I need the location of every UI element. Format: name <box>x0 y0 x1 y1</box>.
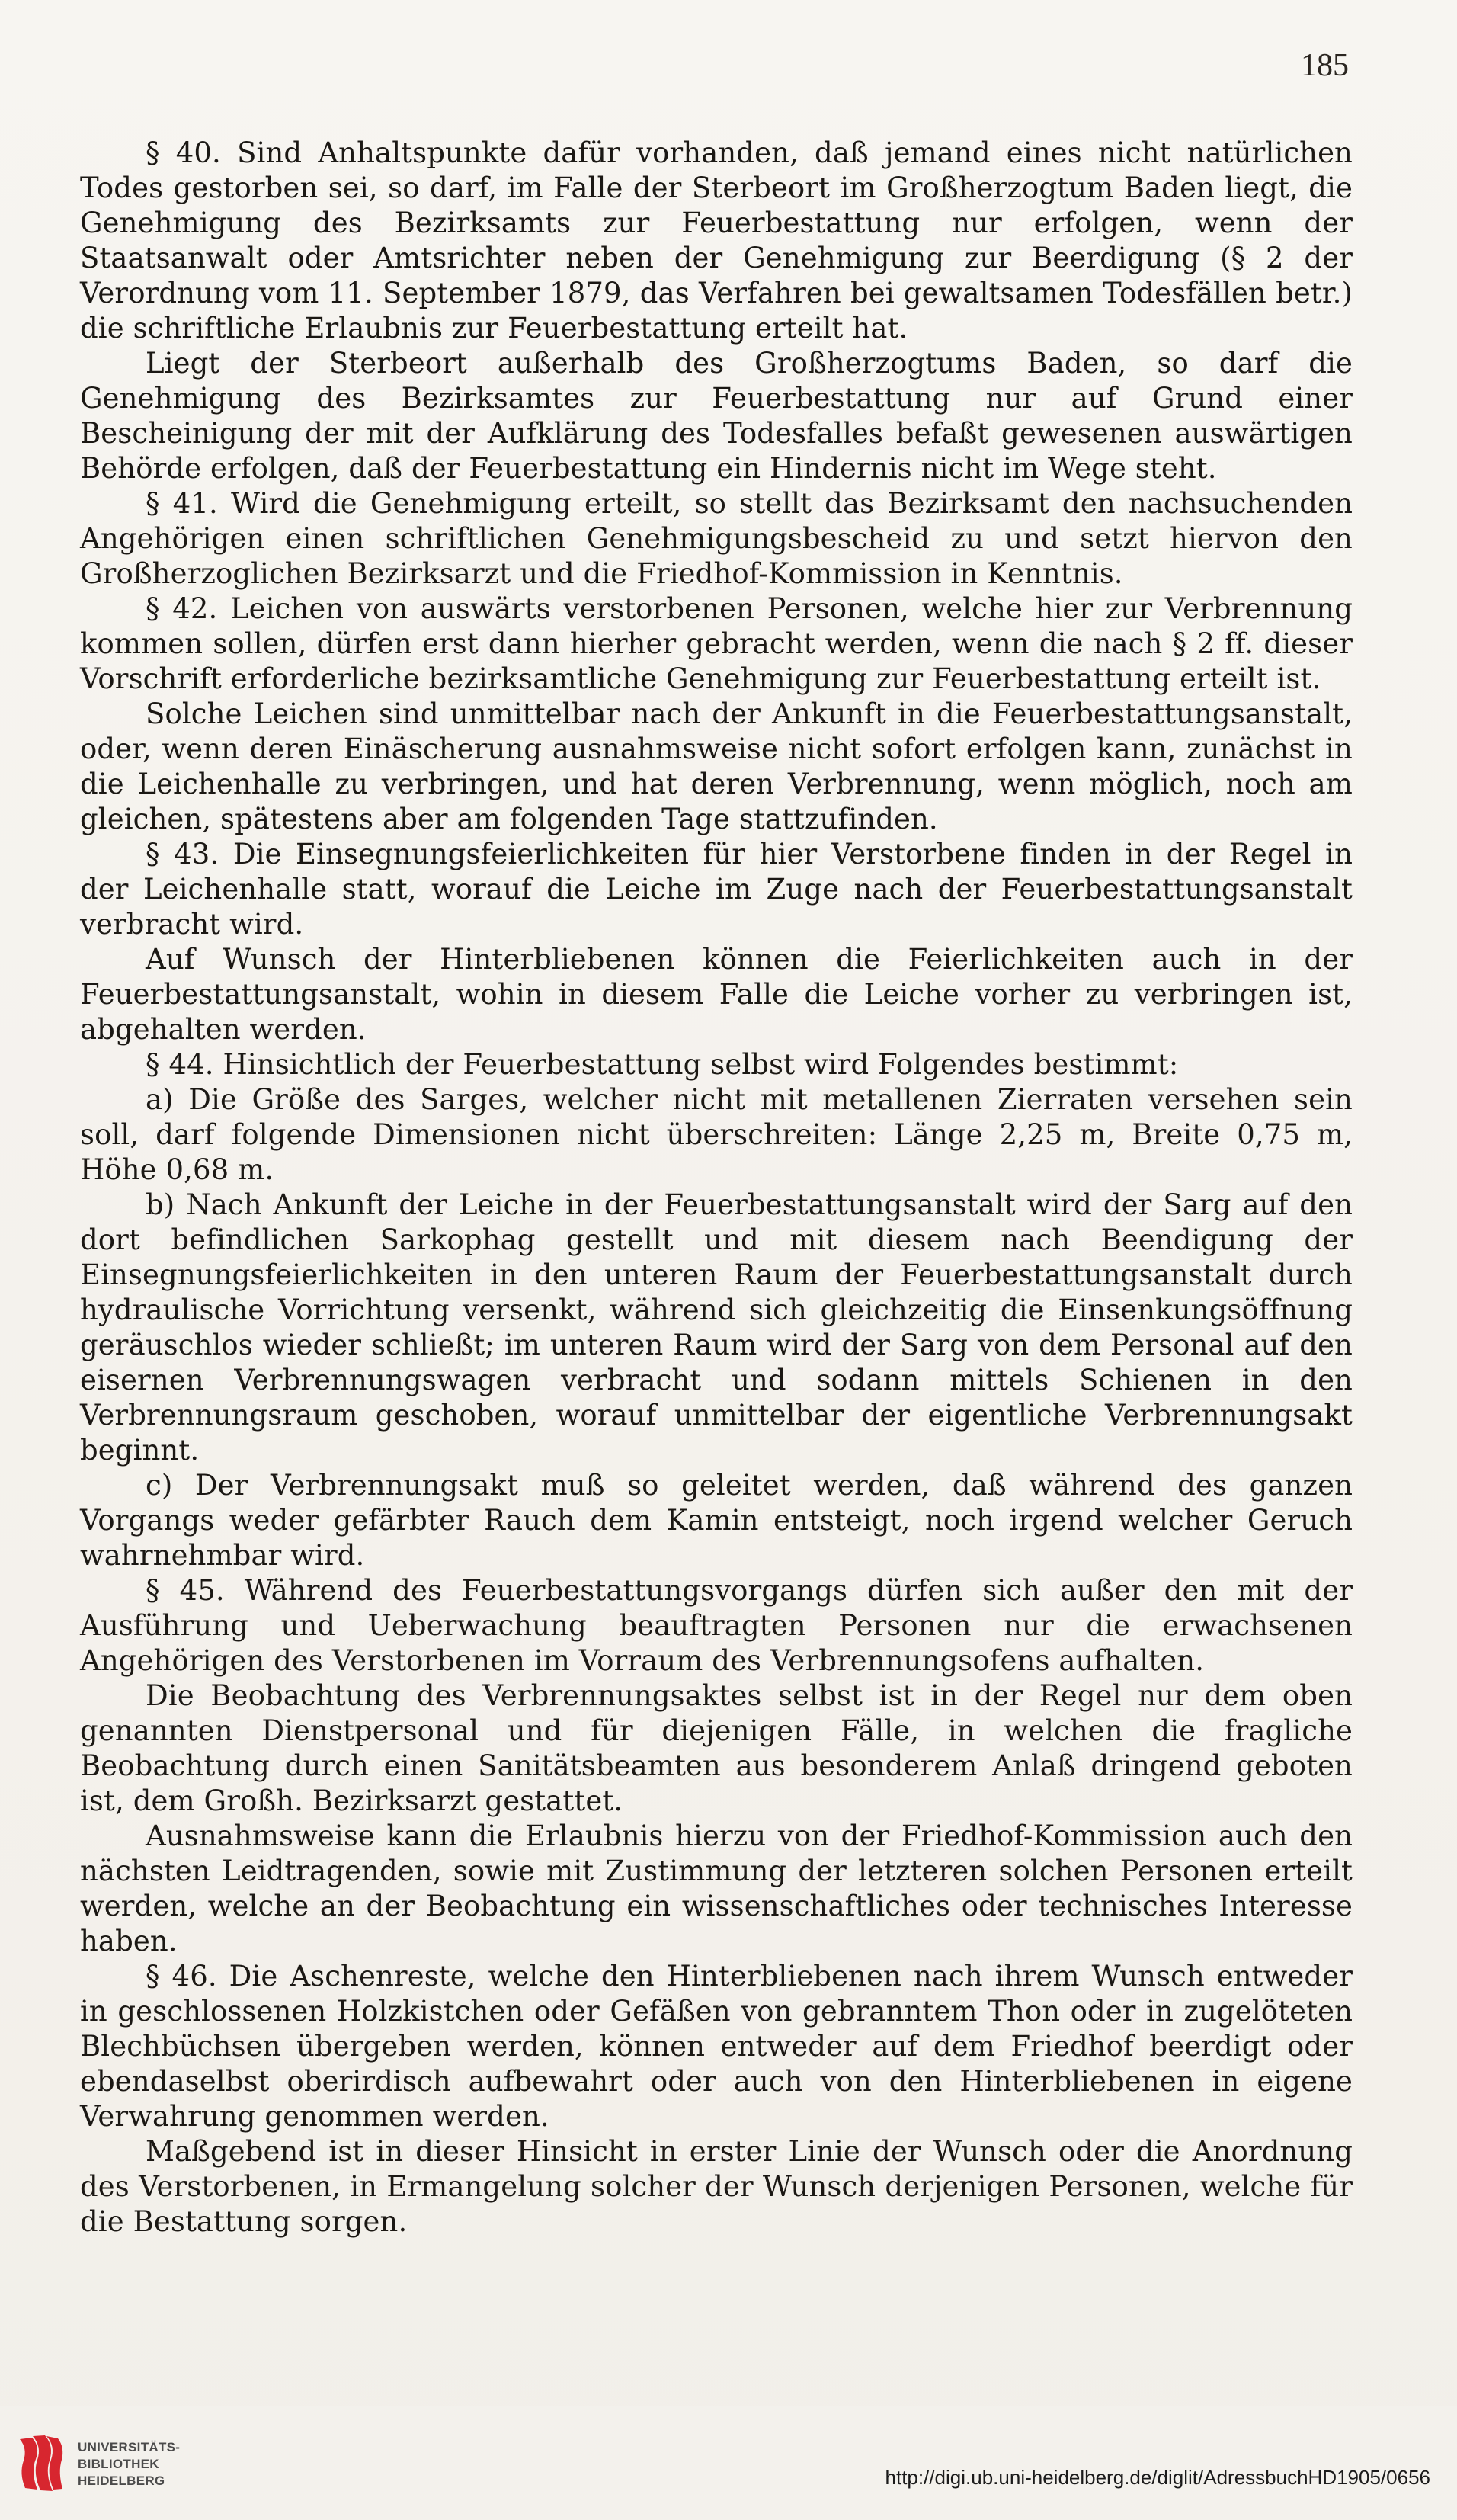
paragraph-40: § 40. Sind Anhaltspunkte dafür vorhanden, daß jemand eines nicht natürlichen Todes gestorben sei, so darf, im Falle der Sterbeort im Großherzogtum Baden liegt, die Genehmigung des Bezirksamts zur Feuerbestattung nur erfolgen, wenn der Staatsanwalt oder Amtsrichter neben der Genehmigung zur Beerdigung (§ 2 der Verordnung vom 11. September 1879, das Verfahren bei gewaltsamen Todesfällen betr.) die schriftliche Erlaubnis zur Feuerbestattung erteilt hat. <box>80 136 1353 345</box>
paragraph-45-continuation-1: Die Beobachtung des Verbrennungsaktes selbst ist in der Regel nur dem oben genannten Dienstpersonal und für diejenigen Fälle, in welchen die fragliche Beobachtung durch einen Sanitätsbeamten aus besonderem Anlaß dringend geboten ist, dem Großh. Bezirksarzt gestattet. <box>80 1679 1353 1817</box>
library-logo <box>14 2422 197 2506</box>
library-name-line-1: UNIVERSITÄTS- <box>78 2440 181 2454</box>
digitization-url[interactable]: http://digi.ub.uni-heidelberg.de/diglit/AdressbuchHD1905/0656 <box>885 2466 1430 2489</box>
paragraph-42-continuation: Solche Leichen sind unmittelbar nach der Ankunft in die Feuerbestattungsanstalt, oder, wenn deren Einäscherung ausnahmsweise nicht sofort erfolgen kann, zunächst in die Leichenhalle zu verbringen, und hat deren Verbrennung, wenn möglich, noch am gleichen, spätestens aber am folgenden Tage stattzufinden. <box>80 697 1353 835</box>
page-body <box>80 136 1353 2239</box>
paragraph-42: § 42. Leichen von auswärts verstorbenen Personen, welche hier zur Verbrennung kommen sollen, dürfen erst dann hierher gebracht werden, wenn die nach § 2 ff. dieser Vorschrift erforderliche bezirksamtliche Genehmigung zur Feuerbestattung erteilt ist. <box>80 592 1353 695</box>
paragraph-44-b: b) Nach Ankunft der Leiche in der Feuerbestattungsanstalt wird der Sarg auf den dort befindlichen Sarkophag gestellt und mit diesem nach Beendigung der Einsegnungsfeierlichkeiten in den unteren Raum der Feuerbestattungsanstalt durch hydraulische Vorrichtung versenkt, während sich gleichzeitig die Einsenkungsöffnung geräuschlos wieder schließt; im unteren Raum wird der Sarg von dem Personal auf den eisernen Verbrennungswagen verbracht und sodann mittels Schienen in den Verbrennungsraum geschoben, worauf unmittelbar der eigentliche Verbrennungsakt beginnt. <box>80 1188 1353 1467</box>
paragraph-44-c: c) Der Verbrennungsakt muß so geleitet werden, daß während des ganzen Vorgangs weder gefärbter Rauch dem Kamin entsteigt, noch irgend welcher Geruch wahrnehmbar wird. <box>80 1469 1353 1572</box>
paragraph-44-a: a) Die Größe des Sarges, welcher nicht mit metallenen Zierraten versehen sein soll, darf folgende Dimensionen nicht überschreiten: Länge 2,25 m, Breite 0,75 m, Höhe 0,68 m. <box>80 1083 1353 1186</box>
paragraph-43-continuation: Auf Wunsch der Hinterbliebenen können die Feierlichkeiten auch in der Feuerbestattungsanstalt, wohin in diesem Falle die Leiche vorher zu verbringen ist, abgehalten werden. <box>80 943 1353 1046</box>
library-name <box>78 2439 180 2490</box>
paragraph-46: § 46. Die Aschenreste, welche den Hinterbliebenen nach ihrem Wunsch entweder in geschlossenen Holzkistchen oder Gefäßen von gebranntem Thon oder in zugelöteten Blechbüchsen übergeben werden, können entweder auf dem Friedhof beerdigt oder ebendaselbst oberirdisch aufbewahrt oder auch von den Hinterbliebenen in eigene Verwahrung genommen werden. <box>80 1960 1353 2133</box>
library-crest-icon <box>14 2430 67 2499</box>
paragraph-43: § 43. Die Einsegnungsfeierlichkeiten für hier Verstorbene finden in der Regel in der Leichenhalle statt, worauf die Leiche im Zuge nach der Feuerbestattungsanstalt verbracht wird. <box>80 838 1353 941</box>
paragraph-46-continuation: Maßgebend ist in dieser Hinsicht in erster Linie der Wunsch oder die Anordnung des Verstorbenen, in Ermangelung solcher der Wunsch derjenigen Personen, welche für die Bestattung sorgen. <box>80 2135 1353 2238</box>
paragraph-41: § 41. Wird die Genehmigung erteilt, so stellt das Bezirksamt den nachsuchenden Angehörigen einen schriftlichen Genehmigungsbescheid zu und setzt hiervon den Großherzoglichen Bezirksarzt und die Friedhof-Kommission in Kenntnis. <box>80 487 1353 590</box>
library-name-line-2: BIBLIOTHEK <box>78 2457 159 2471</box>
page-number: 185 <box>1301 48 1349 83</box>
digitization-footer <box>0 2406 1457 2520</box>
library-name-line-3: HEIDELBERG <box>78 2474 165 2488</box>
paragraph-45: § 45. Während des Feuerbestattungsvorgangs dürfen sich außer den mit der Ausführung und Ueberwachung beauftragten Personen nur die erwachsenen Angehörigen des Verstorbenen im Vorraum des Verbrennungsofens aufhalten. <box>80 1574 1353 1677</box>
paragraph-44: § 44. Hinsichtlich der Feuerbestattung selbst wird Folgendes bestimmt: <box>146 1048 1179 1081</box>
paragraph-40-continuation: Liegt der Sterbeort außerhalb des Großherzogtums Baden, so darf die Genehmigung des Bezirksamtes zur Feuerbestattung nur auf Grund einer Bescheinigung der mit der Aufklärung des Todesfalles befaßt gewesenen auswärtigen Behörde erfolgen, daß der Feuerbestattung ein Hindernis nicht im Wege steht. <box>80 347 1353 485</box>
paragraph-45-continuation-2: Ausnahmsweise kann die Erlaubnis hierzu von der Friedhof-Kommission auch den nächsten Leidtragenden, sowie mit Zustimmung der letzteren solchen Personen erteilt werden, welche an der Beobachtung ein wissenschaftliches oder technisches Interesse haben. <box>80 1819 1353 1957</box>
